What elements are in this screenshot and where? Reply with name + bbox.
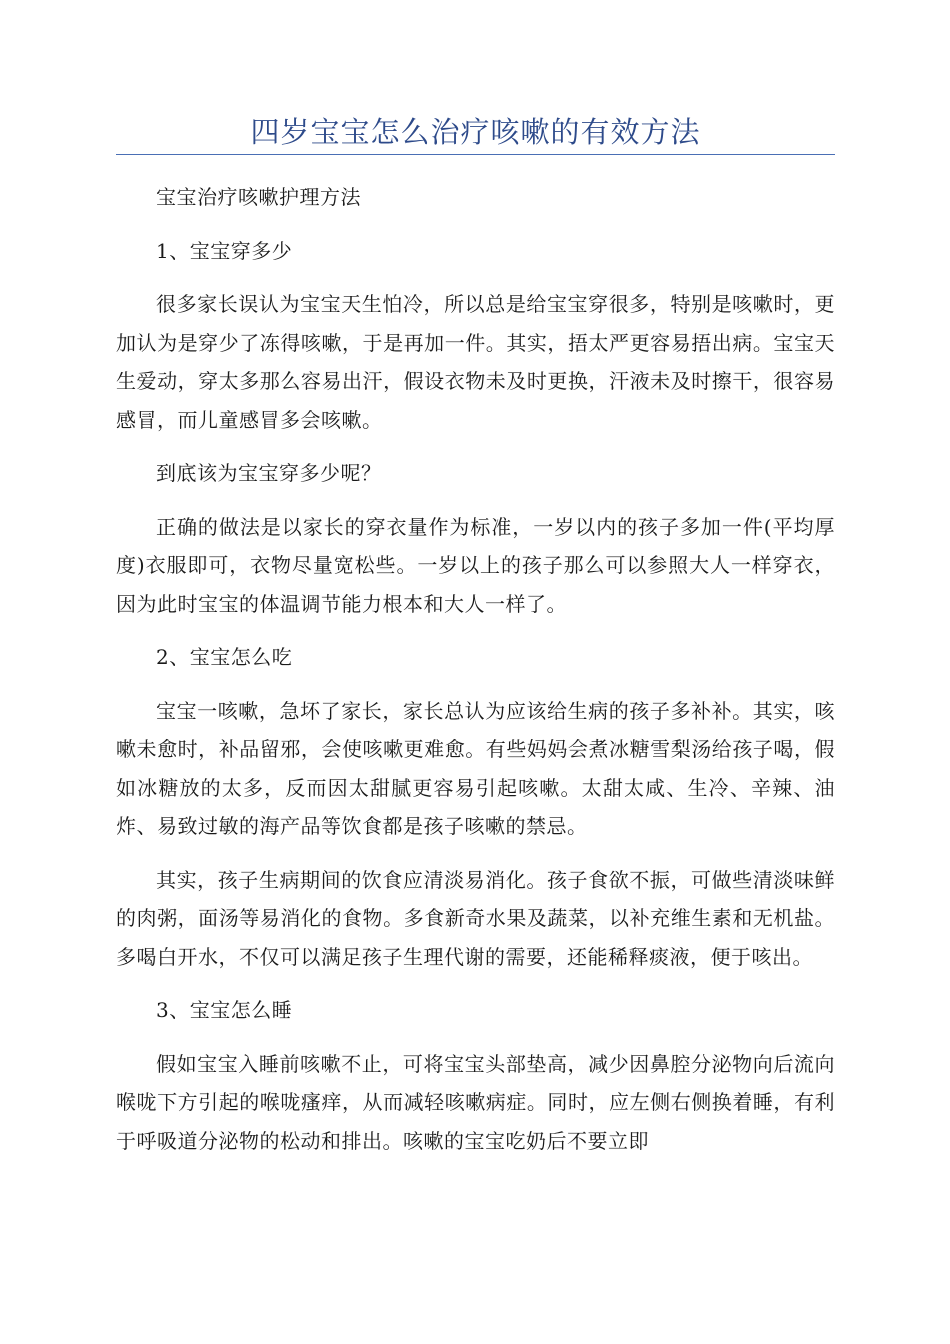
section-heading-diet: 2、宝宝怎么吃 <box>156 645 293 669</box>
paragraph-clothing-standard: 正确的做法是以家长的穿衣量作为标准，一岁以内的孩子多加一件(平均厚度)衣服即可，衣物尽量宽松些。一岁以上的孩子那么可以参照大人一样穿衣，因为此时宝宝的体温调节能力根本和大人一样了。 <box>116 514 835 616</box>
section-heading-care-methods: 宝宝治疗咳嗽护理方法 <box>156 185 361 209</box>
paragraph-sleep-advice: 假如宝宝入睡前咳嗽不止，可将宝宝头部垫高，减少因鼻腔分泌物向后流向喉咙下方引起的喉咙瘙痒，从而减轻咳嗽病症。同时，应左侧右侧换着睡，有利于呼吸道分泌物的松动和排出。咳嗽的宝宝吃奶后不要立即 <box>116 1051 835 1153</box>
section-heading-clothing: 1、宝宝穿多少 <box>156 238 293 263</box>
paragraph-clothing-misconception: 很多家长误认为宝宝天生怕冷，所以总是给宝宝穿很多，特别是咳嗽时，更加认为是穿少了冻得咳嗽，于是再加一件。其实，捂太严更容易捂出病。宝宝天生爱动，穿太多那么容易出汗，假设衣物未及时更换，汗液未及时擦干，很容易感冒，而儿童感冒多会咳嗽。 <box>116 292 835 432</box>
question-how-much-to-wear: 到底该为宝宝穿多少呢？ <box>156 461 382 485</box>
section-heading-sleep: 3、宝宝怎么睡 <box>156 998 293 1022</box>
paragraph-diet-recommendations: 其实，孩子生病期间的饮食应清淡易消化。孩子食欲不振，可做些清淡味鲜的肉粥，面汤等易消化的食物。多食新奇水果及蔬菜，以补充维生素和无机盐。多喝白开水，不仅可以满足孩子生理代谢的需要，还能稀释痰液，便于咳出。 <box>116 867 835 969</box>
document-title: 四岁宝宝怎么治疗咳嗽的有效方法 <box>250 115 701 149</box>
title-underline <box>116 154 835 155</box>
document-body <box>116 178 835 1160</box>
paragraph-diet-taboos: 宝宝一咳嗽，急坏了家长，家长总认为应该给生病的孩子多补补。其实，咳嗽未愈时，补品留邪，会使咳嗽更难愈。有些妈妈会煮冰糖雪梨汤给孩子喝，假如冰糖放的太多，反而因太甜腻更容易引起咳嗽。太甜太咸、生冷、辛辣、油炸、易致过敏的海产品等饮食都是孩子咳嗽的禁忌。 <box>116 698 835 838</box>
